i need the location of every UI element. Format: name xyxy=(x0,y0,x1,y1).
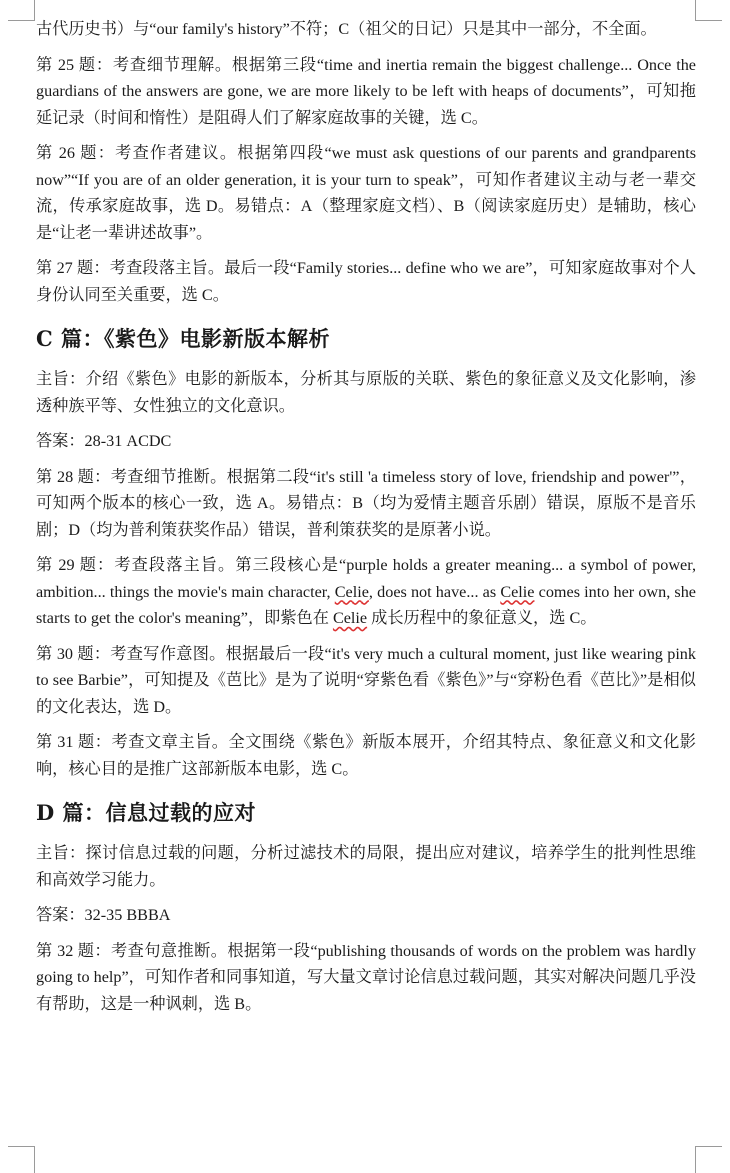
paragraph-b-continuation: 古代历史书）与“our family's history”不符；C（祖父的日记）只是其中一部分，不全面。 xyxy=(36,20,657,38)
spellcheck-word-celie: Celie xyxy=(334,582,369,601)
paragraph-d-answers: 答案：32-35 BBBA xyxy=(36,906,171,924)
paragraph-q25: 第 25 题：考查细节理解。根据第三段“time and inertia remain the biggest challenge... Once the guardians of the answers are gone, we are more likely to be left with heaps of documents”，可知拖延记录（时间和惰性）是阻碍人们了解家庭故事的关键，选 C。 xyxy=(36,55,696,127)
crop-mark-top-left xyxy=(8,0,35,21)
crop-mark-top-right xyxy=(695,0,722,21)
paragraph-q27: 第 27 题：考查段落主旨。最后一段“Family stories... define who we are”，可知家庭故事对个人身份认同至关重要，选 C。 xyxy=(36,259,696,304)
paragraph-d-main-idea: 主旨：探讨信息过载的问题，分析过滤技术的局限，提出应对建议，培养学生的批判性思维和高效学习能力。 xyxy=(36,844,696,889)
paragraph-q30: 第 30 题：考查写作意图。根据最后一段“it's very much a cultural moment, just like wearing pink to see Barbie”，可知提及《芭比》是为了说明“穿紫色看《紫色》”与“穿粉色看《芭比》”是相似的文化表达，选 D。 xyxy=(36,644,696,716)
paragraph-q32: 第 32 题：考查句意推断。根据第一段“publishing thousands of words on the problem was hardly going to help”，可知作者和同事知道，写大量文章讨论信息过载问题，其实对解决问题几乎没有帮助，这是一种讽刺，选 B。 xyxy=(36,941,696,1013)
q29-text-part: , does not have... as xyxy=(368,582,501,601)
paragraph-q26: 第 26 题：考查作者建议。根据第四段“we must ask questions of our parents and grandparents now”“If you are of an older generation, it is your turn to speak”，可知作者建议主动与老一辈交流，传承家庭故事，选 D。易错点：A（整理家庭文档）、B（阅读家庭历史）是辅助，核心是“让老一辈讲述故事”。 xyxy=(36,144,696,242)
paragraph-q29 xyxy=(36,552,696,632)
crop-mark-bottom-right xyxy=(695,1146,722,1173)
spellcheck-word-celie: Celie xyxy=(332,609,368,627)
crop-mark-bottom-left xyxy=(8,1146,35,1173)
section-heading-d: D 篇：信息过载的应对 xyxy=(36,800,257,825)
paragraph-q28: 第 28 题：考查细节推断。根据第二段“it's still 'a timeless story of love, friendship and power'”，可知两个版本的核心一致，选 A。易错点：B（均为爱情主题音乐剧）错误，原版不是音乐剧；D（均为普利策获奖作品）错误，普利策获奖的是原著小说。 xyxy=(36,467,696,539)
paragraph-c-answers: 答案：28-31 ACDC xyxy=(36,432,172,450)
document-body xyxy=(36,16,696,1026)
q29-text-part: 第 29 题：考查段落主旨。第三段核心是“purple holds a greater meaning... a symbol of power, ambition... things the movie's main character, xyxy=(36,556,696,601)
spellcheck-word-celie: Celie xyxy=(500,582,535,601)
q29-text-part: comes into her own, she starts to get the color's meaning”，即紫色在 xyxy=(36,582,696,627)
paragraph-q31: 第 31 题：考查文章主旨。全文围绕《紫色》新版本展开，介绍其特点、象征意义和文化影响，核心目的是推广这部新版本电影，选 C。 xyxy=(36,733,696,778)
paragraph-c-main-idea: 主旨：介绍《紫色》电影的新版本，分析其与原版的关联、紫色的象征意义及文化影响，渗透种族平等、女性独立的文化意识。 xyxy=(36,370,696,415)
section-heading-c: C 篇：《紫色》电影新版本解析 xyxy=(36,326,331,351)
q29-text-part: 成长历程中的象征意义，选 C。 xyxy=(367,609,597,627)
